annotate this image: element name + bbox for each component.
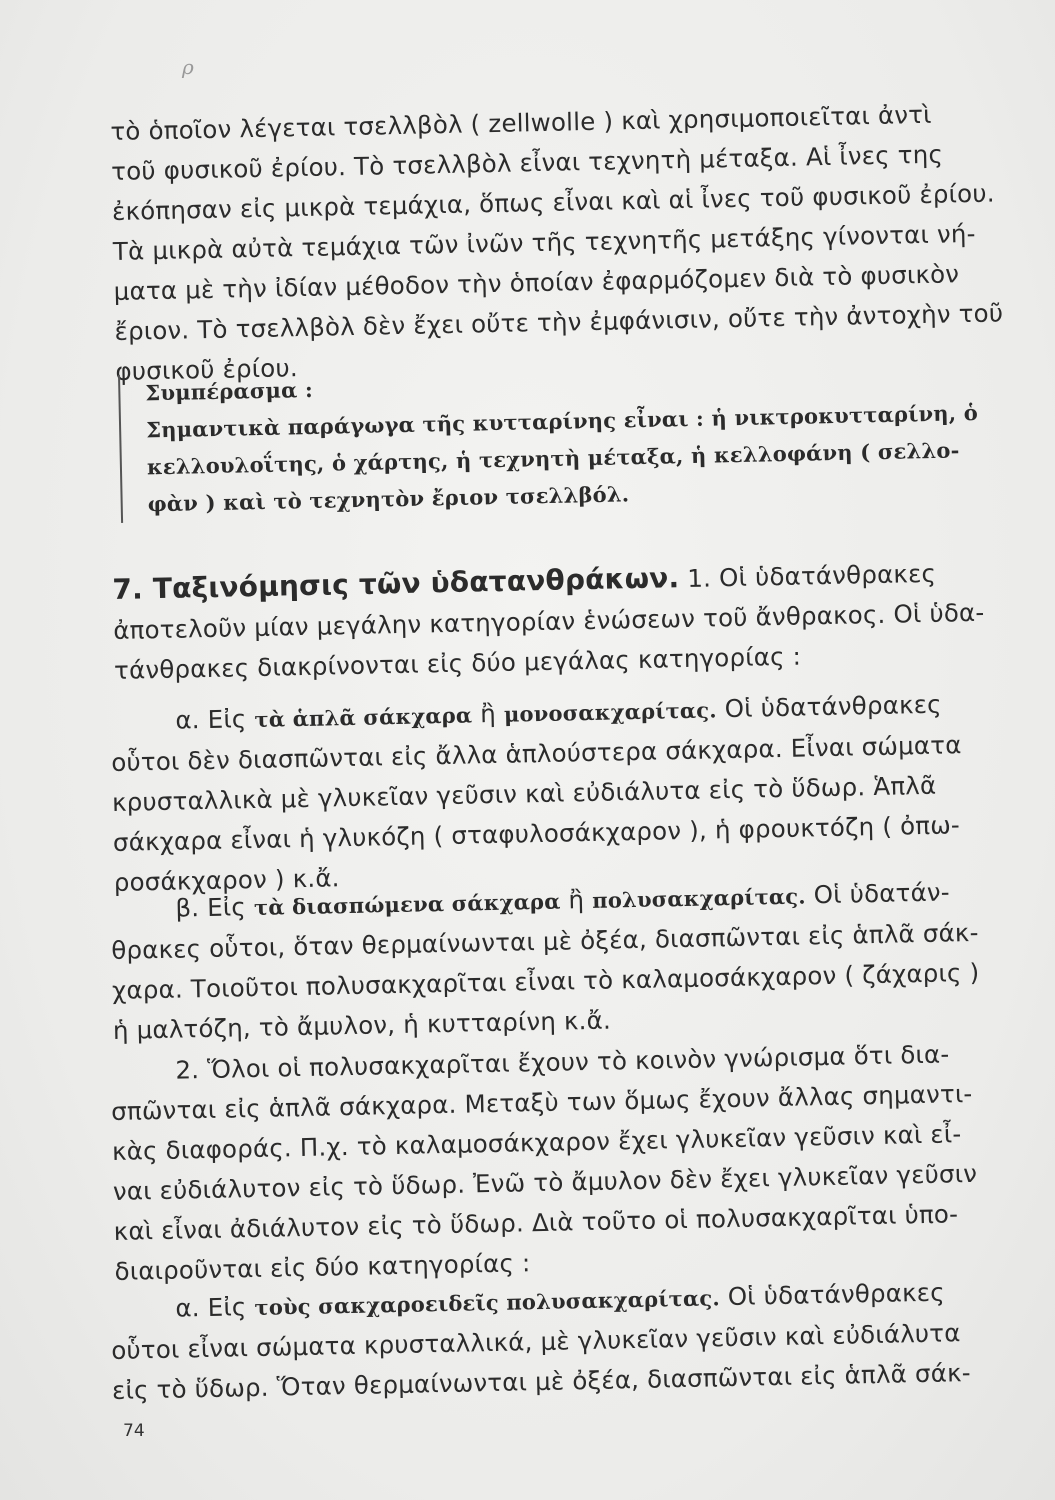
text-line: χαρα. Τοιοῦτοι πολυσακχαρῖται εἶναι τὸ καλαμοσάκχαρον ( ζάχαρις ) <box>111 957 980 1005</box>
text-fragment: Οἱ ὑδατάνθρακες <box>716 689 942 724</box>
text-line: κελλουλοΐτης, ὁ χάρτης, ἡ τεχνητὴ μέταξα, ἡ κελλοφάνη ( σελλο- <box>146 437 960 480</box>
text-line: ἔριον. Τὸ τσελλβὸλ δὲν ἔχει οὔτε τὴν ἐμφάνισιν, οὔτε τὴν ἀντοχὴν τοῦ <box>114 298 1004 346</box>
text-line: οὗτοι εἶναι σώματα κρυσταλλικά, μὲ γλυκεῖαν γεῦσιν καὶ εὐδιάλυτα <box>110 1318 961 1365</box>
conclusion-title: Συμπέρασμα : <box>145 376 314 406</box>
text-line: κὰς διαφοράς. Π.χ. τὸ καλαμοσάκχαρον ἔχει γλυκεῖαν γεῦσιν καὶ εἶ- <box>111 1119 962 1166</box>
text-line: φυσικοῦ ἐρίου. <box>115 353 299 386</box>
item-a <box>110 684 974 903</box>
page-number: 74 <box>123 1421 145 1441</box>
text-line: φὰν ) καὶ τὸ τεχνητὸν ἔριον τσελλβόλ. <box>147 481 630 517</box>
text-line: εἰς τὸ ὕδωρ. Ὅταν θερμαίνωνται μὲ ὀξέα, διασπῶνται εἰς ἁπλᾶ σάκ- <box>111 1357 972 1405</box>
margin-mark: ρ <box>182 55 194 79</box>
text-line: σπῶνται εἰς ἁπλᾶ σάκχαρα. Μεταξὺ των ὅμως ἔχουν ἄλλας σημαντι- <box>110 1078 973 1126</box>
text-line: σάκχαρα εἶναι ἡ γλυκόζη ( σταφυλοσάκχαρον ), ἡ φρουκτόζη ( ὀπω- <box>112 810 961 857</box>
text-line: καὶ εἶναι ἀδιάλυτον εἰς τὸ ὕδωρ. Διὰ τοῦτο οἱ πολυσακχαρῖται ὑπο- <box>113 1199 959 1246</box>
text-fragment: α. Εἰς <box>175 1291 255 1323</box>
text-fragment: 1. Οἱ ὑδατάνθρακες <box>679 558 937 594</box>
text-fragment: ἢ <box>560 884 593 915</box>
text-line: τάνθρακες διακρίνονται εἰς δύο μεγάλας κατηγορίας : <box>113 641 802 685</box>
text-line: ἀποτελοῦν μίαν μεγάλην κατηγορίαν ἑνώσεων τοῦ ἄνθρακος. Οἱ ὑδα- <box>112 597 985 645</box>
text-fragment: Οἱ ὑδατάν- <box>805 877 951 910</box>
text-line: Τὰ μικρὰ αὐτὰ τεμάχια τῶν ἰνῶν τῆς τεχνητῆς μετάξης γίνονται νή- <box>112 218 976 266</box>
text-line: ναι εὐδιάλυτον εἰς τὸ ὕδωρ. Ἐνῶ τὸ ἄμυλον δὲν ἔχει γλυκεῖαν γεῦσιν <box>112 1158 978 1206</box>
text-line: ἐκόπησαν εἰς μικρὰ τεμάχια, ὅπως εἶναι καὶ αἱ ἶνες τοῦ φυσικοῦ ἐρίου. <box>111 178 995 226</box>
text-line: θρακες οὗτοι, ὅταν θερμαίνωνται μὲ ὀξέα, διασπῶνται εἰς ἁπλᾶ σάκ- <box>110 917 979 965</box>
bold-term: τὰ διασπώμενα σάκχαρα <box>253 888 561 920</box>
conclusion-box <box>118 356 1008 523</box>
text-line: οὗτοι δὲν διασπῶνται εἰς ἄλλα ἁπλούστερα σάκχαρα. Εἶναι σώματα <box>110 730 962 777</box>
bold-term: τοὺς σακχαροειδεῖς πολυσακχαρίτας. <box>254 1285 721 1320</box>
text-line: 2. Ὅλοι οἱ πολυσακχαρῖται ἔχουν τὸ κοινὸν γνώρισμα ὅτι δια- <box>175 1039 950 1085</box>
text-line: ματα μὲ τὴν ἰδίαν μέθοδον τὴν ὁποίαν ἐφαρμόζομεν διὰ τὸ φυσικὸν <box>113 259 960 306</box>
text-line: ροσάκχαρον ) κ.ἄ. <box>113 863 340 897</box>
text-line: ἡ μαλτόζη, τὸ ἄμυλον, ἡ κυτταρίνη κ.ἄ. <box>112 1005 612 1045</box>
section-7 <box>112 552 985 691</box>
text-line: κρυσταλλικὰ μὲ γλυκεῖαν γεῦσιν καὶ εὐδιάλυτα εἰς τὸ ὕδωρ. Ἁπλᾶ <box>111 770 937 817</box>
text-line: τοῦ φυσικοῦ ἐρίου. Τὸ τσελλβὸλ εἶναι τεχνητὴ μέταξα. Αἱ ἶνες της <box>110 139 944 186</box>
bold-term: μονοσακχαρίτας. <box>503 697 717 727</box>
item-b <box>110 872 980 1051</box>
text-fragment: α. Εἰς <box>175 703 255 735</box>
paragraph-2 <box>110 1034 978 1292</box>
text-line: τὸ ὁποῖον λέγεται τσελλβὸλ ( zellwolle ) καὶ χρησιμοποιεῖται ἀντὶ <box>110 99 932 146</box>
paragraph-1 <box>110 94 1004 392</box>
text-fragment: ἢ <box>471 698 505 729</box>
section-heading: 7. Ταξινόμησις τῶν ὑδατανθράκων. <box>112 561 680 606</box>
item-a2 <box>110 1272 972 1411</box>
text-fragment: Οἱ ὑδατάνθρακες <box>719 1277 946 1312</box>
text-line: διαιροῦνται εἰς δύο κατηγορίας : <box>114 1248 531 1286</box>
bold-term: τὰ ἁπλᾶ σάκχαρα <box>254 702 473 732</box>
bold-term: πολυσακχαρίτας. <box>591 883 807 913</box>
text-fragment: β. Εἰς <box>175 891 255 923</box>
text-line: Σημαντικὰ παράγωγα τῆς κυτταρίνης εἶναι : ἡ νικτροκυτταρίνη, ὁ <box>145 400 979 443</box>
